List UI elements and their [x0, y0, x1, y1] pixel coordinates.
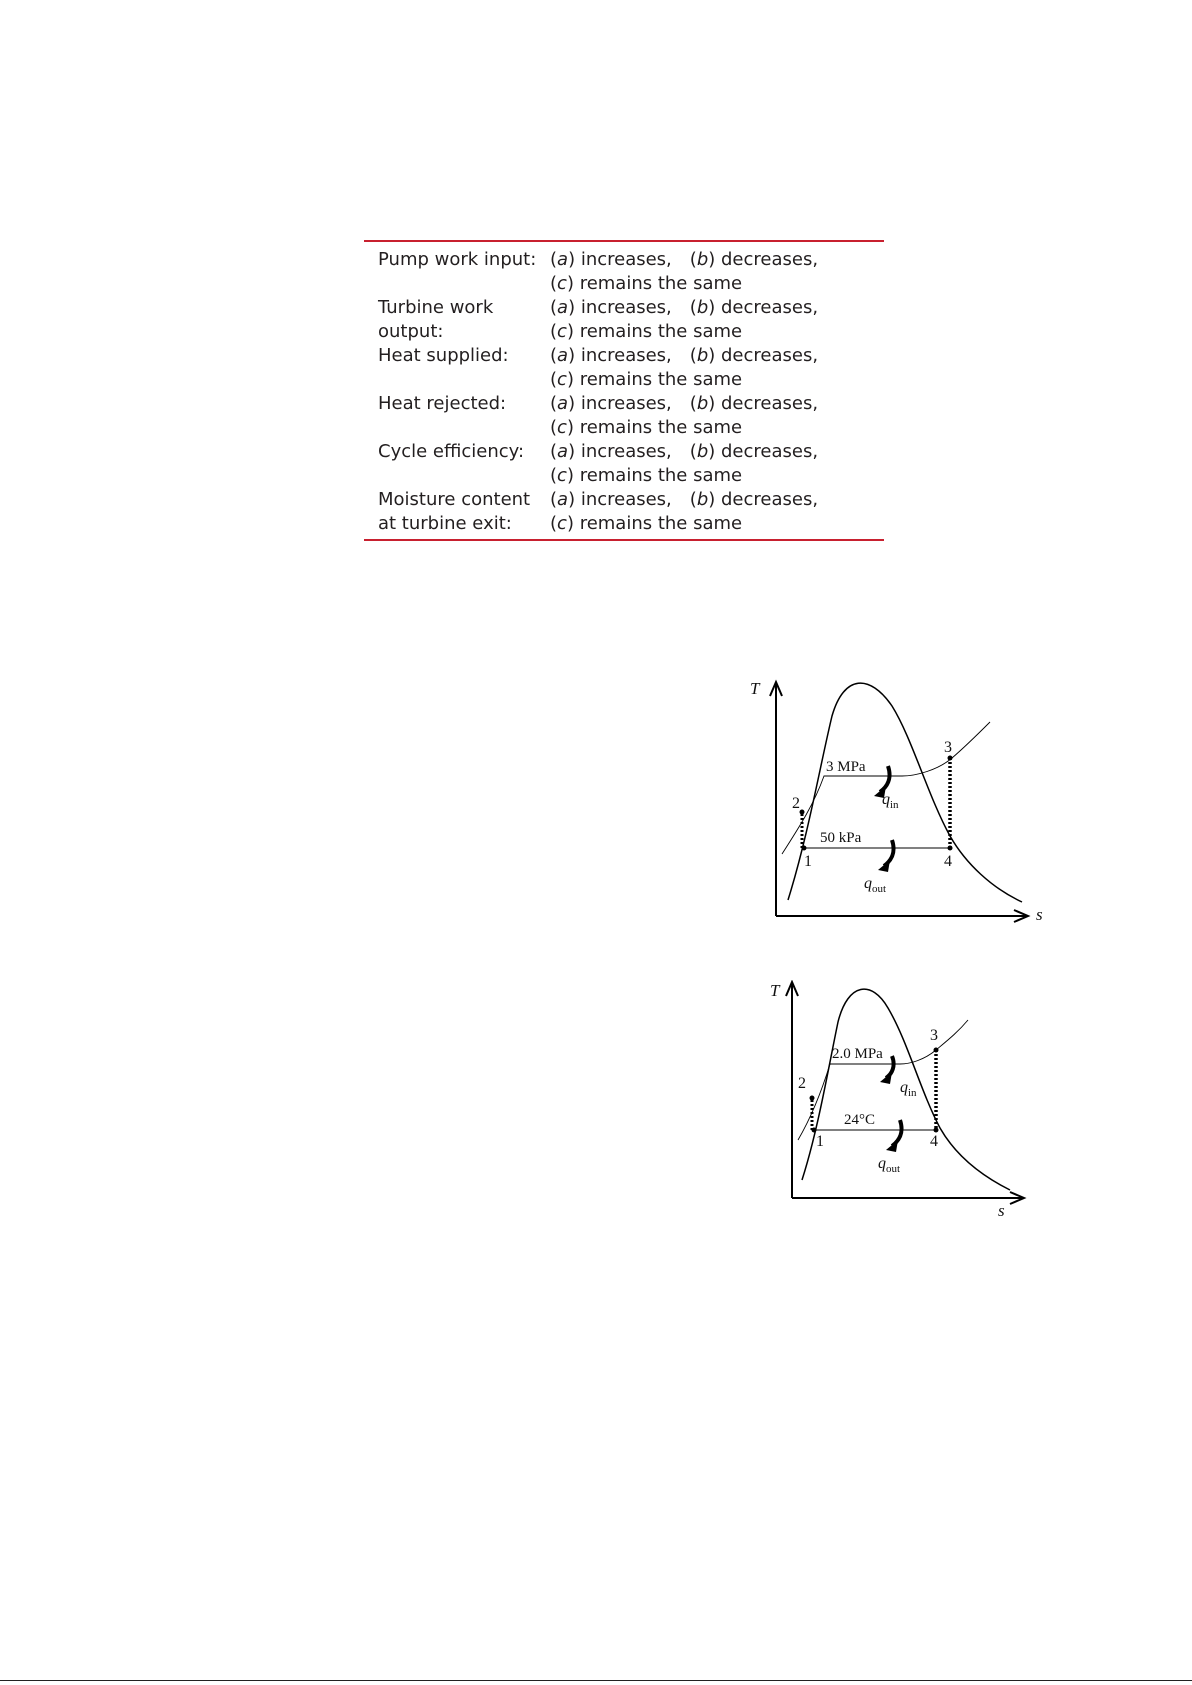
- table-row: [364, 488, 884, 512]
- state-4-label: 4: [930, 1133, 938, 1150]
- table-row: [364, 320, 884, 344]
- row-options-ab: (a) increases, (b) decreases,: [550, 393, 819, 414]
- y-axis-label: T: [770, 981, 780, 1000]
- row-label-continued: [364, 464, 550, 488]
- question-options-table: [364, 240, 884, 541]
- ts-diagram-2: [760, 980, 1050, 1220]
- state-3-label: 3: [944, 739, 952, 756]
- table-row: [364, 392, 884, 416]
- table-row: [364, 248, 884, 272]
- y-axis-label: T: [750, 679, 760, 698]
- row-options-ab: (a) increases, (b) decreases,: [550, 249, 819, 270]
- row-label: Cycle efficiency:: [378, 441, 525, 462]
- row-options-ab: (a) increases, (b) decreases,: [550, 441, 819, 462]
- q-out-label: $q_{out}$: [864, 875, 887, 895]
- row-label-continued: at turbine exit:: [378, 513, 512, 534]
- saturation-dome: [788, 683, 1022, 902]
- q-out-label: $q_{out}$: [878, 1155, 901, 1175]
- row-label-continued: output:: [378, 321, 444, 342]
- table-row: [364, 440, 884, 464]
- row-label: Turbine work: [378, 297, 494, 318]
- table-row: [364, 344, 884, 368]
- low-temperature-label: 24°C: [844, 1112, 876, 1128]
- table-row: [364, 416, 884, 440]
- state-1-label: 1: [804, 853, 812, 870]
- row-label: Heat rejected:: [378, 393, 507, 414]
- row-label: Pump work input:: [378, 249, 537, 270]
- state-1-label: 1: [816, 1133, 824, 1150]
- row-options-ab: (a) increases, (b) decreases,: [550, 345, 819, 366]
- row-option-c: (c) remains the same: [550, 369, 743, 390]
- page-bottom-rule: [0, 1680, 1192, 1681]
- x-axis-label: s: [1036, 905, 1043, 924]
- state-4-label: 4: [944, 853, 952, 870]
- row-option-c: (c) remains the same: [550, 417, 743, 438]
- row-label-continued: [364, 368, 550, 392]
- row-option-c: (c) remains the same: [550, 321, 743, 342]
- table-row: [364, 272, 884, 296]
- state-3-label: 3: [930, 1027, 938, 1044]
- high-pressure-label: 3 MPa: [826, 759, 866, 775]
- table-row: [364, 368, 884, 392]
- ts-diagram-1: [740, 676, 1050, 926]
- x-axis-label: s: [998, 1201, 1005, 1220]
- state-2-label: 2: [792, 795, 800, 812]
- row-label-continued: [364, 272, 550, 296]
- high-pressure-label: 2.0 MPa: [832, 1046, 883, 1062]
- row-options-ab: (a) increases, (b) decreases,: [550, 297, 819, 318]
- low-pressure-label: 50 kPa: [820, 830, 862, 846]
- row-option-c: (c) remains the same: [550, 513, 743, 534]
- row-label-continued: [364, 416, 550, 440]
- row-option-c: (c) remains the same: [550, 273, 743, 294]
- table-row: [364, 512, 884, 536]
- q-in-label: $q_{in}$: [900, 1079, 917, 1099]
- row-label: Heat supplied:: [378, 345, 509, 366]
- row-options-ab: (a) increases, (b) decreases,: [550, 489, 819, 510]
- table-row: [364, 296, 884, 320]
- table-row: [364, 464, 884, 488]
- state-2-label: 2: [798, 1075, 806, 1092]
- row-label: Moisture content: [378, 489, 531, 510]
- q-in-label: $q_{in}$: [882, 791, 899, 811]
- row-option-c: (c) remains the same: [550, 465, 743, 486]
